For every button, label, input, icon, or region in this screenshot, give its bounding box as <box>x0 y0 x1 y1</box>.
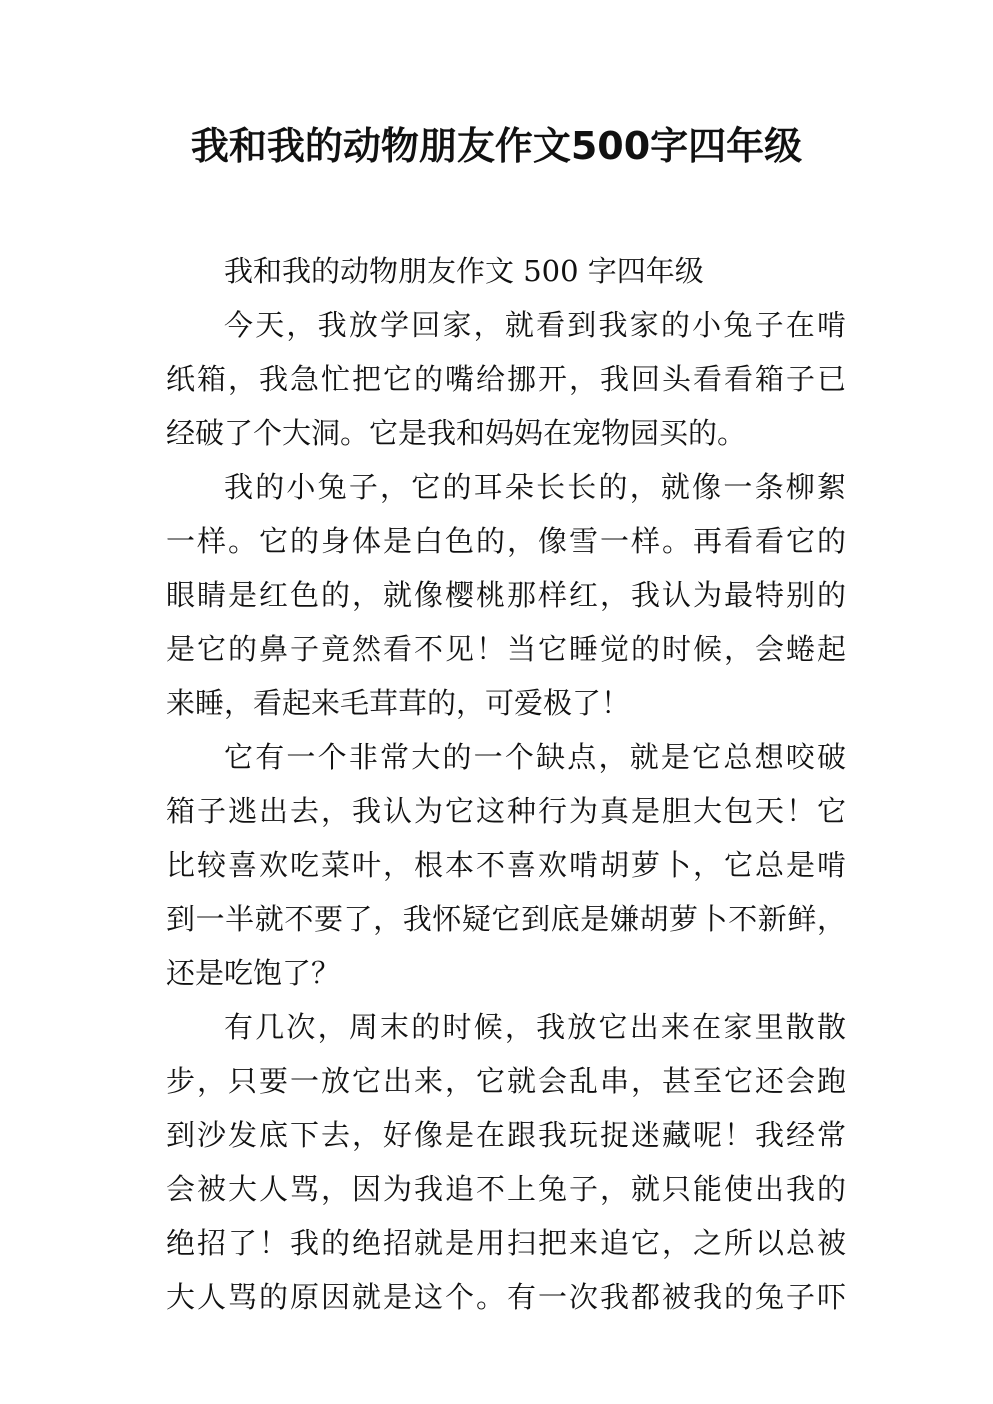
paragraph-1-line-3: 经破了个大洞。它是我和妈妈在宠物园买的。 <box>166 416 747 450</box>
paragraph-4-line-4: 会被大人骂，因为我追不上兔子，就只能使出我的 <box>166 1172 846 1206</box>
paragraph-3-line-1: 它有一个非常大的一个缺点，就是它总想咬破 <box>224 740 846 774</box>
paragraph-2-line-3: 眼睛是红色的，就像樱桃那样红，我认为最特别的 <box>166 578 846 612</box>
paragraph-3-line-2: 箱子逃出去，我认为它这种行为真是胆大包天！它 <box>166 794 846 828</box>
paragraph-2-line-4: 是它的鼻子竟然看不见！当它睡觉的时候，会蜷起 <box>166 632 846 666</box>
paragraph-3-line-3: 比较喜欢吃菜叶，根本不喜欢啃胡萝卜，它总是啃 <box>166 848 846 882</box>
document-title: 我和我的动物朋友作文500字四年级 <box>190 124 803 168</box>
paragraph-2-line-1: 我的小兔子，它的耳朵长长的，就像一条柳絮 <box>224 470 846 504</box>
paragraph-1-line-2: 纸箱，我急忙把它的嘴给挪开，我回头看看箱子已 <box>166 362 846 396</box>
paragraph-4-line-3: 到沙发底下去，好像是在跟我玩捉迷藏呢！我经常 <box>166 1118 846 1152</box>
paragraph-2-line-5: 来睡，看起来毛茸茸的，可爱极了！ <box>166 686 631 720</box>
paragraph-4-line-5: 绝招了！我的绝招就是用扫把来追它，之所以总被 <box>166 1226 846 1260</box>
paragraph-1-line-1: 今天，我放学回家，就看到我家的小兔子在啃 <box>224 308 846 342</box>
paragraph-2-line-2: 一样。它的身体是白色的，像雪一样。再看看它的 <box>166 524 846 558</box>
paragraph-4-line-2: 步，只要一放它出来，它就会乱串，甚至它还会跑 <box>166 1064 846 1098</box>
paragraph-3-line-5: 还是吃饱了？ <box>166 956 341 990</box>
paragraph-4-line-6: 大人骂的原因就是这个。有一次我都被我的兔子吓 <box>166 1280 846 1314</box>
essay-subtitle-line: 我和我的动物朋友作文 500 字四年级 <box>224 254 704 288</box>
essay-body <box>166 244 846 1324</box>
paragraph-4-line-1: 有几次，周末的时候，我放它出来在家里散散 <box>224 1010 846 1044</box>
paragraph-3-line-4: 到一半就不要了，我怀疑它到底是嫌胡萝卜不新鲜， <box>166 902 846 936</box>
